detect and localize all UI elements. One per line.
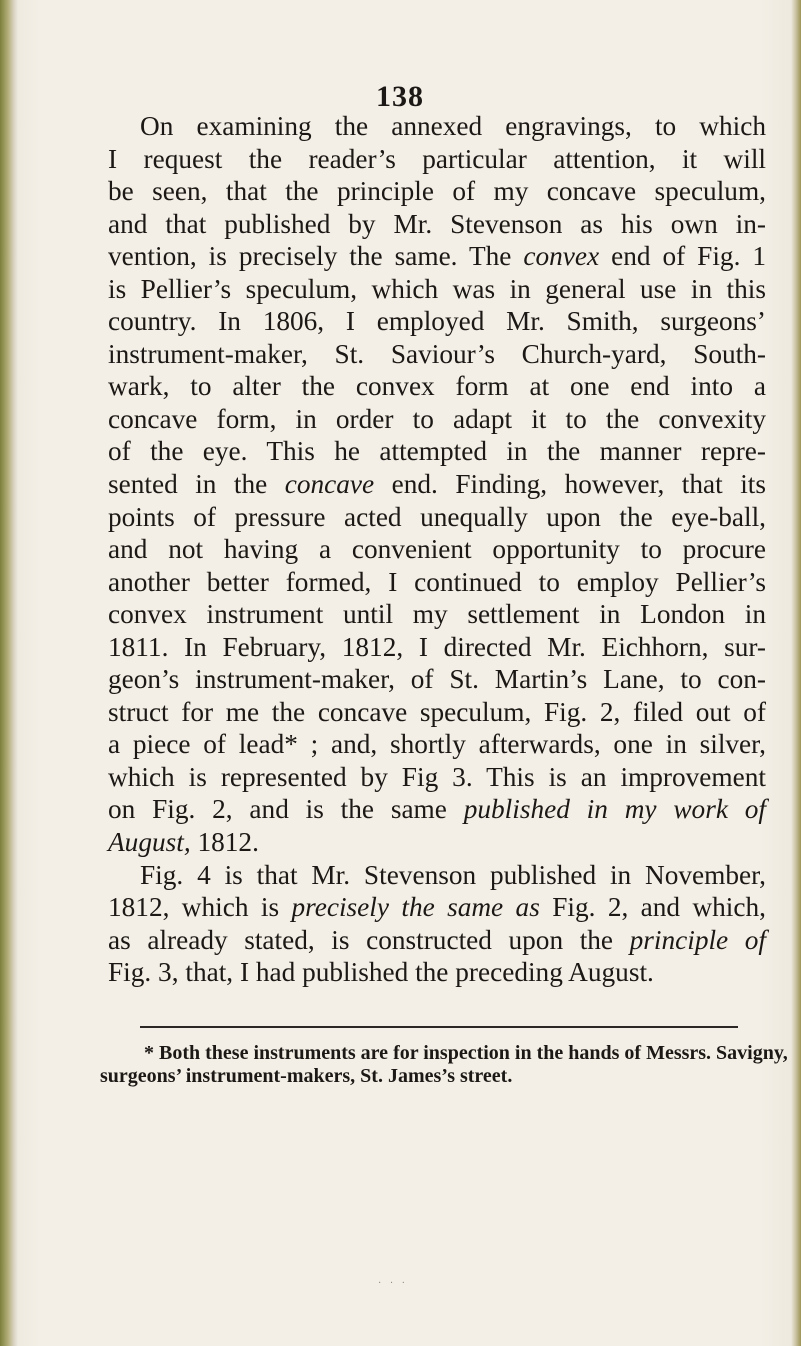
text-line: convex instrument until my settlement in London in — [108, 599, 766, 630]
text-line: On examining the annexed engravings, to which — [140, 111, 766, 141]
text-line: I request the reader’s particular attention, it will — [108, 143, 766, 174]
text-line: and not having a convenient opportunity to procure — [108, 534, 766, 565]
text-line: which is represented by Fig 3. This is an improvement — [108, 761, 766, 792]
text-line: as already stated, is constructed upon the principle of — [108, 924, 766, 955]
text-line: points of pressure acted unequally upon the eye-ball, — [108, 501, 766, 532]
text-line: on Fig. 2, and is the same published in my work of — [108, 794, 766, 825]
italic-precisely-same: precisely the same as — [291, 892, 540, 923]
footnote-line: surgeons’ instrument-makers, St. James’s street. — [100, 1065, 513, 1087]
text-line: concave form, in order to adapt it to the convexity — [108, 403, 766, 434]
text-line: wark, to alter the convex form at one end into a — [108, 371, 766, 402]
text-line: struct for me the concave speculum, Fig. 2, filed out of — [108, 696, 766, 727]
text-line: Fig. 3, that, I had published the preceding August. — [108, 957, 654, 988]
page-number: 138 — [376, 80, 424, 113]
book-spine-shadow — [0, 0, 18, 1346]
text-line: another better formed, I continued to employ Pellier’s — [108, 566, 766, 597]
italic-principle: principle of — [629, 924, 766, 955]
text-line: 1812, which is precisely the same as Fig. 2, and which, — [108, 892, 766, 923]
footnote-line: * Both these instruments are for inspection in the hands of Messrs. Savigny, — [144, 1042, 788, 1064]
text-line: is Pellier’s speculum, which was in general use in this — [108, 273, 766, 304]
italic-august: August, — [108, 827, 191, 858]
italic-concave: concave — [284, 469, 375, 500]
footnote — [100, 1042, 788, 1088]
page-edge-shadow — [791, 0, 801, 1346]
italic-convex: convex — [523, 241, 600, 272]
main-text — [108, 110, 766, 989]
text-line: August, 1812. — [108, 827, 259, 858]
ink-smudge: · · · — [378, 1278, 408, 1289]
text-line: 1811. In February, 1812, I directed Mr. Eichhorn, sur- — [108, 631, 766, 662]
text-line: and that published by Mr. Stevenson as his own in- — [108, 208, 766, 239]
text-line: country. In 1806, I employed Mr. Smith, surgeons’ — [108, 306, 766, 337]
text-line: of the eye. This he attempted in the manner repre- — [108, 436, 766, 467]
text-line: instrument-maker, St. Saviour’s Church-yard, South- — [108, 338, 766, 369]
text-line: geon’s instrument-maker, of St. Martin’s Lane, to con- — [108, 664, 766, 695]
text-line: be seen, that the principle of my concave speculum, — [108, 176, 766, 207]
italic-published: published in my work of — [463, 794, 766, 825]
text-line: a piece of lead* ; and, shortly afterwards, one in silver, — [108, 729, 766, 760]
text-line: vention, is precisely the same. The convex end of Fig. 1 — [108, 241, 766, 272]
text-line: Fig. 4 is that Mr. Stevenson published in November, — [140, 859, 766, 890]
text-line: sented in the concave end. Finding, however, that its — [108, 469, 766, 500]
footnote-divider — [140, 1026, 738, 1028]
